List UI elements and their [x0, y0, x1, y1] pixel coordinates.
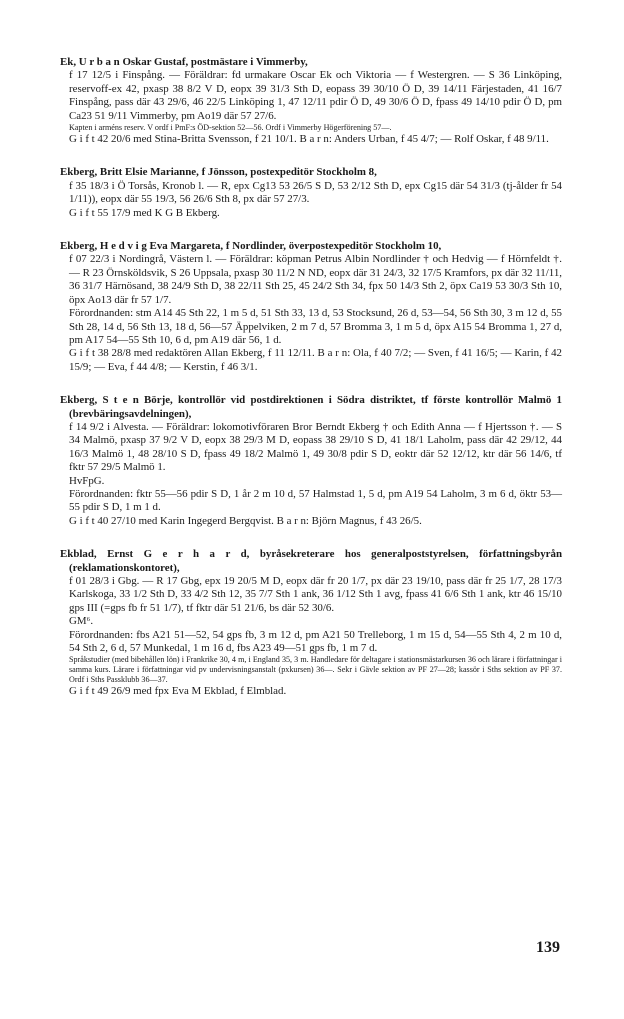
entry-note: Kapten i arméns reserv. V ordf i PmF:s ÖD-sektion 52—56. Ordf i Vimmerby Högerförening 57—. [69, 123, 392, 133]
entry-text: f 01 28/3 i Gbg. — R 17 Gbg, epx 19 20/5 M D, eopx där fr 20 1/7, px där 23 19/10, pass där fr 25 1/7, 28 17/3 Karlskoga, 33 1/2 Sth D, 33 4/2 Sth 12, 35 7/7 Sth 1 ank, 36 1/12 Sth 1 avg, fpass 41 6/6 Sth 1 ank, ktr 46 15/10 gps III (=gps fb fr 51 1/7), tf fktr där 51 21/6, bs där 52 30/6. [69, 575, 562, 614]
entry-membership: HvFpG. [69, 474, 105, 487]
entry-ekberg-sten [60, 394, 562, 528]
entry-appointments: Förordnanden: fbs A21 51—52, 54 gps fb, 3 m 12 d, pm A21 50 Trelleborg, 1 m 15 d, 54—55 Sth 4, 2 m 10 d, 54 Sth 2, 6 d, 57 Munkedal, 1 m 16 d, fbs A23 49—51 gps fb, 1 m 7 d. [69, 628, 562, 655]
entry-decoration: GM⁶. [69, 615, 94, 628]
entry-marriage: G i f t 42 20/6 med Stina-Britta Svensson, f 21 10/1. B a r n: Anders Urban, f 45 4/7; — Rolf Oskar, f 48 9/11. [69, 133, 549, 146]
entry-text: f 17 12/5 i Finspång. — Föräldrar: fd urmakare Oscar Ek och Viktoria — f Westergren. — S 36 Linköping, reservoff-ex 42, pxasp 38 8/2 V D, eopx 39 31/3 Sth D, eopass 39 30/10 Ö D, 39 14/11 Färjestaden, 41 16/7 Finspång, pass där 43 29/6, 46 22/5 Linköping 1, 47 12/11 pdir Ö D, 49 30/6 Ö D, fpass 49 14/10 pdir Ö D, pm Ca23 51 9/11 Vimmerby, pm Ao19 där 57 27/6. [69, 69, 562, 122]
entry-ekberg-britt [60, 166, 562, 220]
entry-heading: Ek, U r b a n Oskar Gustaf, postmästare i Vimmerby, [60, 56, 308, 68]
entry-heading: Ekberg, Britt Elsie Marianne, f Jönsson, postexpeditör Stockholm 8, [60, 166, 377, 179]
entry-marriage: G i f t 49 26/9 med fpx Eva M Ekblad, f Elmblad. [69, 685, 287, 698]
entry-heading: Ekblad, Ernst G e r h a r d, byråsekreterare hos generalpoststyrelsen, författningsbyrån (reklamationskontoret), [60, 548, 562, 574]
entry-marriage: G i f t 55 17/9 med K G B Ekberg. [69, 206, 220, 219]
entry-marriage: G i f t 40 27/10 med Karin Ingegerd Bergqvist. B a r n: Björn Magnus, f 43 26/5. [69, 514, 422, 527]
entry-appointments: Förordnanden: fktr 55—56 pdir S D, 1 år 2 m 10 d, 57 Halmstad 1, 5 d, pm A19 54 Laholm, 3 m 6 d, öktr 53—55 pdir S D, 1 m 1 d. [69, 487, 562, 514]
entry-ekberg-hedvig [60, 240, 562, 374]
entry-heading: Ekberg, H e d v i g Eva Margareta, f Nordlinder, överpostexpeditör Stockholm 10, [60, 240, 442, 253]
page-content [60, 56, 562, 719]
entry-ekblad-gerhard [60, 548, 562, 699]
entry-heading: Ekberg, S t e n Börje, kontrollör vid postdirektionen i Södra distriktet, tf förste kontrollör Malmö 1 (brevbäringsavdelningen), [60, 394, 562, 420]
entry-appointments: Förordnanden: stm A14 45 Sth 22, 1 m 5 d, 51 Sth 33, 13 d, 53 Stocksund, 26 d, 53—54, 56 Sth 30, 3 m 12 d, 55 Sth 28, 14 d, 56 Sth 13, 18 d, 56—57 Äppelviken, 2 m 7 d, 57 Bromma 3, 1 m 5 d, öpx A15 54 Bromma 1, 27 d, pm A17 54—55 Sth 10, 6 d, pm A19 där 56, 1 d. [69, 307, 562, 346]
entry-note: Språkstudier (med bibehållen lön) i Frankrike 30, 4 m, i England 35, 3 m. Handledare för deltagare i stationsmästarkursen 36 och lärare i författningar i samma kurs. Lärare i författningar vid pv undervisningsanstalt (pxkursen) 36—. Sekr i Gävle sektion av PF 27—28; kassör i Sths sektion av PF 37. Ordf i Sths Passklubb 36—37. [69, 655, 562, 685]
entry-text: f 35 18/3 i Ö Torsås, Kronob l. — R, epx Cg13 53 26/5 S D, 53 2/12 Sth D, epx Cg15 där 54 31/3 (tj-ålder fr 54 1/11)), eopx där 55 19/3, 56 26/6 Sth 8, px där 57 27/3. [69, 179, 562, 206]
entry-text: f 14 9/2 i Alvesta. — Föräldrar: lokomotivföraren Bror Berndt Ekberg † och Edith Anna — f Hjertsson †. — S 34 Malmö, pxasp 37 9/2 V D, eopx 38 29/3 M D, eopass 38 29/10 S D, 41 18/1 Laholm, pass där 42 29/12, 44 16/3 Malmö 1, 48 28/10 S D, fpass 49 18/2 Malmö 1, 49 30/8 pdir S D, eoktr där 52 12/12, ktr där 56 14/6, tf fktr 57 29/5 Malmö 1. [69, 420, 562, 474]
entry-ek-urban [60, 56, 562, 146]
entry-marriage: G i f t 38 28/8 med redaktören Allan Ekberg, f 11 12/11. B a r n: Ola, f 40 7/2; — Sven, f 41 16/5; — Karin, f 42 15/9; — Eva, f 44 4/8; — Kerstin, f 46 3/1. [69, 347, 562, 373]
page-number: 139 [536, 939, 560, 956]
entry-text: f 07 22/3 i Nordingrå, Västern l. — Föräldrar: köpman Petrus Albin Nordlinder † och Hedvig — f Hörnfeldt †. — R 23 Örnsköldsvik, S 26 Uppsala, pxasp 30 11/2 N ND, eopx där 31 24/3, 32 17/5 Kramfors, px där 32 11/11, 36 31/7 Härnösand, 38 24/9 Sth D, 38 22/11 Sth 25, 45 24/2 Sth 34, fpx 50 14/3 Sth 2, öpx Ca19 53 30/3 Sth 10, öpx Ao13 där fr 57 1/7. [69, 253, 562, 306]
